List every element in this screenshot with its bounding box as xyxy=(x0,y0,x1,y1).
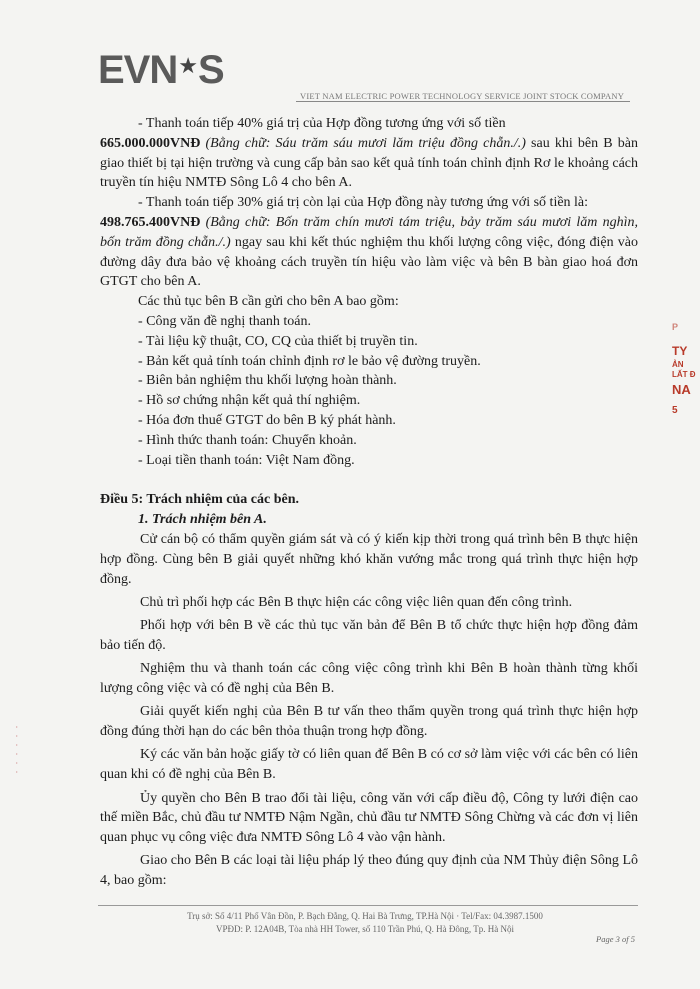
logo-text-evn: EVN xyxy=(98,48,178,92)
required-document-item: - Bản kết quả tính toán chỉnh định rơ le bảo vệ đường truyền. xyxy=(138,353,481,369)
partial-red-stamp xyxy=(672,322,700,442)
logo-text-s: S xyxy=(197,48,224,92)
payment-40-amount-words: (Bằng chữ: Sáu trăm sáu mươi lăm triệu đồng chẵn./.) xyxy=(200,135,526,151)
star-icon: ★ xyxy=(178,53,197,78)
payment-40-amount: 665.000.000VNĐ xyxy=(100,135,201,151)
required-document-item: - Hồ sơ chứng nhận kết quả thí nghiệm. xyxy=(138,393,361,409)
footer-address xyxy=(140,910,590,936)
footer-head-office: Trụ sở: Số 4/11 Phố Vân Đồn, P. Bạch Đằng, Q. Hai Bà Trưng, TP.Hà Nội · Tel/Fax: 04.3987.1500 xyxy=(187,911,543,921)
header-divider xyxy=(296,101,630,102)
required-document-item: - Hình thức thanh toán: Chuyển khoản. xyxy=(138,432,357,448)
required-document-item: - Công văn đề nghị thanh toán. xyxy=(138,313,312,329)
document-body xyxy=(100,114,638,891)
payment-40-prefix: - Thanh toán tiếp 40% giá trị của Hợp đồng tương ứng với số tiền xyxy=(138,116,506,131)
responsibility-paragraph: Chủ trì phối hợp các Bên B thực hiện các công việc liên quan đến công trình. xyxy=(140,594,573,610)
required-document-item: - Loại tiền thanh toán: Việt Nam đồng. xyxy=(138,452,355,468)
stamp-text: ẢN xyxy=(672,360,684,369)
responsibility-paragraph: Cử cán bộ có thẩm quyền giám sát và có ý kiến kịp thời trong quá trình bên B thực hiện hợp đồng. Cùng bên B giải quyết những khó khăn vướng mắc trong quá trình thực hiện hợp đồng. xyxy=(100,531,638,587)
footer-divider xyxy=(98,905,638,906)
stamp-text: 5 xyxy=(672,405,678,416)
margin-handwriting-mark: · · · · · · xyxy=(10,725,24,775)
responsibility-paragraph: Giao cho Bên B các loại tài liệu pháp lý theo đúng quy định của NM Thủy điện Sông Lô 4, bao gồm: xyxy=(100,853,638,889)
responsibility-paragraph: Ký các văn bản hoặc giấy tờ có liên quan để Bên B có cơ sở làm việc với các bên có liên quan khi có đề nghị của Bên B. xyxy=(100,747,638,783)
required-document-item: - Hóa đơn thuế GTGT do bên B ký phát hành. xyxy=(138,412,396,428)
stamp-text: P xyxy=(672,322,679,332)
stamp-text: TY xyxy=(672,344,688,358)
company-name: VIET NAM ELECTRIC POWER TECHNOLOGY SERVICE JOINT STOCK COMPANY xyxy=(300,91,625,101)
page-number: Page 3 of 5 xyxy=(596,934,635,944)
required-documents-intro: Các thủ tục bên B cần gửi cho bên A bao gồm: xyxy=(138,294,399,310)
company-logo xyxy=(98,50,224,90)
required-document-item: - Biên bản nghiệm thu khối lượng hoàn thành. xyxy=(138,373,397,389)
payment-30-amount: 498.765.400VNĐ xyxy=(100,214,201,230)
responsibility-paragraph: Nghiệm thu và thanh toán các công việc công trình khi Bên B hoàn thành từng khối lượng công việc và có đề nghị của Bên B. xyxy=(100,661,638,697)
article-5-heading: Điều 5: Trách nhiệm của các bên. xyxy=(100,492,299,508)
responsibility-paragraph: Ủy quyền cho Bên B trao đổi tài liệu, công văn với cấp điều độ, Công ty lưới điện cao thế miền Bắc, chủ đầu tư NMTĐ Nậm Ngần, chủ đầu tư NMTĐ Sông Chừng và các đơn vị liên quan phục vụ công việc đưa NMTĐ Sông Lô 4 vào vận hành. xyxy=(100,790,638,846)
required-document-item: - Tài liệu kỹ thuật, CO, CQ của thiết bị truyền tin. xyxy=(138,333,418,349)
payment-40-conditions: sau khi bên B bàn giao thiết bị tại hiện trường và cung cấp bản sao kết quả tính toán chỉnh định Rơ le khoảng cách truyền tín hiệu NMTĐ Sông Lô 4 cho bên A. xyxy=(100,135,638,191)
payment-30-conditions: ngay sau khi kết thúc nghiệm thu khối lượng công việc, đóng điện vào đường dây đưa bảo vệ khoảng cách truyền tín hiệu vào làm việc và bên B bàn giao hoá đơn GTGT cho bên A. xyxy=(100,234,638,290)
stamp-text: LẤT Đ xyxy=(672,370,696,379)
stamp-text: NA xyxy=(672,382,691,397)
payment-30-amount-words: (Bằng chữ: Bốn trăm chín mươi tám triệu, bảy trăm sáu mươi lăm nghìn, bốn trăm đồng chẵn./.) xyxy=(100,214,638,250)
party-a-responsibilities-heading: 1. Trách nhiệm bên A. xyxy=(138,512,267,528)
letterhead xyxy=(0,0,700,110)
payment-30-prefix: - Thanh toán tiếp 30% giá trị còn lại của Hợp đồng này tương ứng với số tiền là: xyxy=(138,195,589,211)
payment-40-paragraph xyxy=(100,114,638,193)
payment-30-paragraph xyxy=(100,193,638,292)
responsibility-paragraph: Giải quyết kiến nghị của Bên B tư vấn theo thẩm quyền trong quá trình thực hiện hợp đồng đúng thời hạn do các bên thỏa thuận trong hợp đồng. xyxy=(100,704,638,740)
responsibility-paragraph: Phối hợp với bên B về các thủ tục văn bản để Bên B tổ chức thực hiện hợp đồng đảm bảo tiến độ. xyxy=(100,618,638,653)
footer-representative-office: VPĐD: P. 12A04B, Tòa nhà HH Tower, số 110 Trần Phú, Q. Hà Đông, Tp. Hà Nội xyxy=(216,924,514,934)
